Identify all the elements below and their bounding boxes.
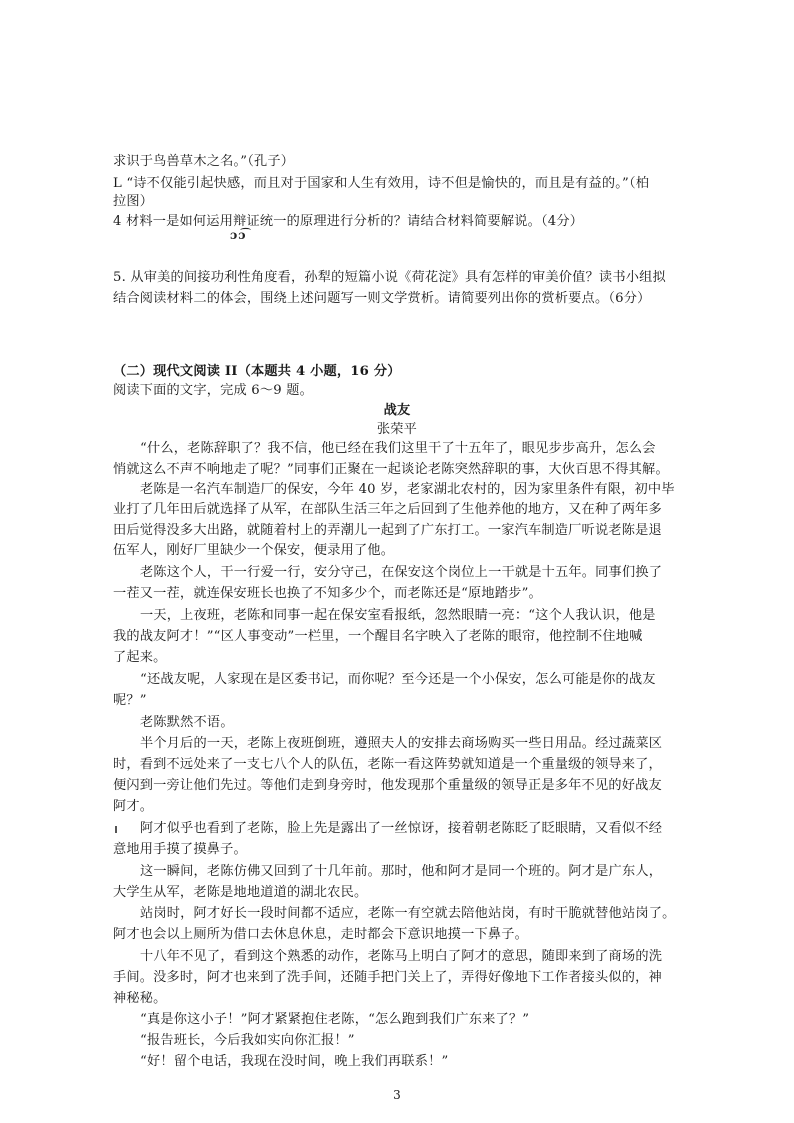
story-line: 站岗时，阿才好长一段时间都不适应，老陈一有空就去陪他站岗，有时干脆就替他站岗了。 bbox=[140, 906, 676, 921]
story-title: 战友 bbox=[383, 403, 411, 418]
question-3-tail-line-2: L “诗不仅能引起快感，而且对于国家和人生有效用，诗不但是愉快的，而且是有益的。”（柏 bbox=[113, 176, 650, 191]
story-line: 阿才。 bbox=[113, 799, 154, 814]
story-line: 阿才也会以上厕所为借口去休息休息，走时都会下意识地摸一下鼻子。 bbox=[113, 927, 529, 942]
story-line: 时，看到不远处来了一支七八个人的队伍，老陈一看这阵势就知道是一个重量级的领导来了， bbox=[113, 757, 662, 772]
page-number: 3 bbox=[393, 1088, 401, 1102]
story-line: 大学生从军，老陈是地地道道的湖北农民。 bbox=[113, 885, 368, 900]
question-4: 4 材料一是如何运用辩证统一的原理进行分析的？请结合材料简要解说。（4分） bbox=[113, 214, 584, 229]
question-5-line-1: 5. 从审美的间接功利性角度看，孙犁的短篇小说《荷花淀》具有怎样的审美价值？读书小组拟 bbox=[113, 270, 666, 285]
story-author: 张荣平 bbox=[376, 422, 418, 437]
story-line: “好！留个电话，我现在没时间，晚上我们再联系！” bbox=[140, 1054, 449, 1069]
margin-tick-mark bbox=[115, 826, 117, 833]
story-line: 半个月后的一天，老陈上夜班倒班，遵照夫人的安排去商场购买一些日用品。经过蔬菜区 bbox=[140, 736, 663, 751]
question-3-tail-line-3: 拉图） bbox=[113, 194, 154, 209]
story-line: 阿才似乎也看到了老陈，脸上先是露出了一丝惊讶，接着朝老陈眨了眨眼睛，又看似不经 bbox=[140, 821, 663, 836]
story-line: 这一瞬间，老陈仿佛又回到了十几年前。那时，他和阿才是同一个班的。阿才是广东人， bbox=[140, 864, 663, 879]
story-line: 田后觉得没多大出路，就随着村上的弄潮儿一起到了广东打工。一家汽车制造厂听说老陈是退 bbox=[113, 523, 662, 538]
section-heading: （二）现代文阅读 II（本题共 4 小题，16 分） bbox=[113, 364, 401, 379]
story-line: 业打了几年田后就选择了从军，在部队生活三年之后回到了生他养他的地方，又在种了两年多 bbox=[113, 502, 662, 517]
story-line: 老陈这个人，干一行爱一行，安分守己，在保安这个岗位上一干就是十五年。同事们换了 bbox=[140, 565, 663, 580]
story-line: 一茬又一茬，就连保安班长也换了不知多少个，而老陈还是“原地踏步”。 bbox=[113, 586, 542, 601]
story-line: 一天，上夜班，老陈和同事一起在保安室看报纸，忽然眼睛一亮：“这个人我认识，他是 bbox=[140, 608, 656, 623]
story-line: 悄就这么不声不响地走了呢？”同事们正聚在一起谈论老陈突然辞职的事，大伙百思不得其解。 bbox=[113, 462, 669, 477]
story-line: “真是你这小子！”阿才紧紧抱住老陈，“怎么跑到我们广东来了？” bbox=[140, 1012, 530, 1027]
story-line: 伍军人，刚好厂里缺少一个保安，便录用了他。 bbox=[113, 543, 395, 558]
story-line: 神秘秘。 bbox=[113, 991, 167, 1006]
story-line: 呢？” bbox=[113, 693, 147, 708]
story-line: 意地用手摸了摸鼻子。 bbox=[113, 842, 247, 857]
story-line: 老陈是一名汽车制造厂的保安，今年 40 岁，老家湖北农村的，因为家里条件有限，初中毕 bbox=[140, 482, 675, 497]
story-line: “还战友呢，人家现在是区委书记，而你呢？至今还是一个小保安，怎么可能是你的战友 bbox=[140, 672, 656, 687]
handwritten-mark: ɔɔ͡ bbox=[230, 228, 247, 242]
story-line: 十八年不见了，看到这个熟悉的动作，老陈马上明白了阿才的意思，随即来到了商场的洗 bbox=[140, 949, 663, 964]
story-line: 我的战友阿才！”“区人事变动”一栏里，一个醒目名字映入了老陈的眼帘，他控制不住地喊 bbox=[113, 629, 643, 644]
story-line: 了起来。 bbox=[113, 650, 167, 665]
story-line: 便闪到一旁让他们先过。等他们走到身旁时，他发现那个重量级的领导正是多年不见的好战友 bbox=[113, 778, 662, 793]
section-instruction: 阅读下面的文字，完成 6～9 题。 bbox=[113, 383, 314, 398]
question-3-tail-line-1: 求识于鸟兽草木之名。”（孔子） bbox=[113, 154, 295, 169]
story-line: 老陈默然不语。 bbox=[140, 715, 234, 730]
story-line: 手间。没多时，阿才也来到了洗手间，还随手把门关上了，弄得好像地下工作者接头似的，神 bbox=[113, 970, 662, 985]
story-line: “报告班长，今后我如实向你汇报！” bbox=[140, 1033, 355, 1048]
question-5-line-2: 结合阅读材料二的体会，围绕上述问题写一则文学赏析。请简要列出你的赏析要点。（6分） bbox=[113, 291, 651, 306]
story-line: “什么，老陈辞职了？我不信，他已经在我们这里干了十五年了，眼见步步高升，怎么会 bbox=[140, 441, 656, 456]
